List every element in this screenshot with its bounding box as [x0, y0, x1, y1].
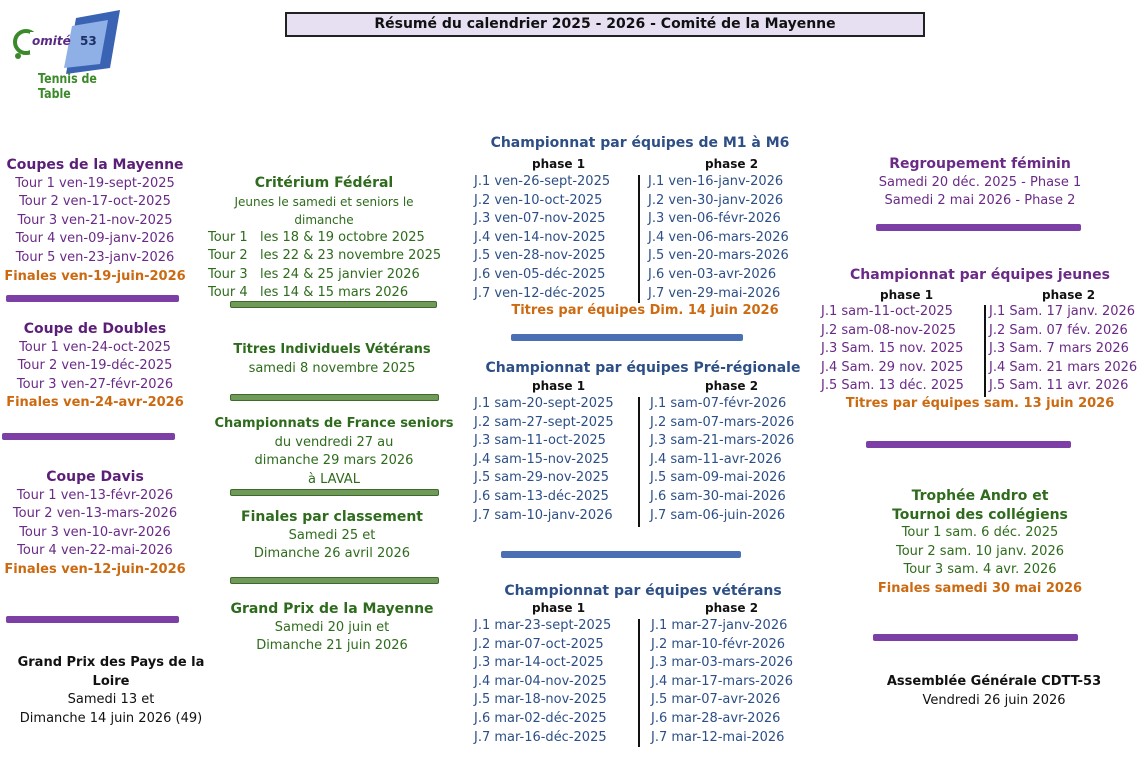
list-item: J.3 ven-07-nov-2025 — [474, 211, 606, 227]
text-line: Dimanche 21 juin 2026 — [256, 638, 408, 654]
gp-mayenne-title: Grand Prix de la Mayenne — [230, 601, 434, 617]
phase2-label: phase 2 — [705, 157, 759, 171]
champ-jeunes-title: Championnat par équipes jeunes — [850, 267, 1110, 283]
divider — [6, 616, 179, 623]
list-item: J.6 ven-05-déc-2025 — [474, 266, 606, 282]
coupe-doubles — [0, 320, 190, 413]
list-item: J.2 sam-07-mars-2026 — [650, 414, 795, 430]
phase2-label: phase 2 — [705, 379, 759, 393]
list-item: J.5 sam-29-nov-2025 — [474, 470, 610, 486]
list-item: J.4 sam-11-avr-2026 — [650, 451, 782, 467]
titres-veterans-title: Titres Individuels Vétérans — [233, 342, 431, 357]
phase2-list — [651, 617, 793, 747]
text-line: Vendredi 26 juin 2026 — [922, 692, 1066, 708]
divider — [230, 489, 439, 496]
tour-label: Tour 1 — [208, 229, 248, 245]
list-item: J.4 mar-04-nov-2025 — [474, 673, 607, 689]
text-line: samedi 8 novembre 2025 — [248, 360, 416, 376]
list-item: J.6 ven-03-avr-2026 — [648, 266, 777, 282]
phase1-label: phase 1 — [532, 379, 586, 393]
list-item: J.4 Sam. 29 nov. 2025 — [821, 359, 964, 375]
logo — [8, 8, 128, 102]
list-item: J.4 sam-15-nov-2025 — [474, 451, 610, 467]
list-item: Tour 2 ven-17-oct-2025 — [19, 194, 171, 210]
text-line: à LAVAL — [308, 471, 360, 487]
list-item — [204, 247, 444, 266]
finales: Finales samedi 30 mai 2026 — [877, 580, 1083, 596]
list-item: J.7 ven-12-déc-2025 — [474, 285, 606, 301]
list-item: J.2 sam-08-nov-2025 — [821, 322, 957, 338]
list-item: J.5 Sam. 13 déc. 2025 — [821, 378, 964, 394]
list-item: J.3 sam-21-mars-2026 — [650, 433, 795, 449]
list-item: J.5 ven-28-nov-2025 — [474, 248, 606, 264]
list-item: J.1 mar-27-janv-2026 — [651, 618, 788, 633]
list-item: J.1 Sam. 17 janv. 2026 — [989, 304, 1136, 319]
divider — [876, 224, 1081, 231]
trophee-title-2: Tournoi des collégiens — [892, 506, 1068, 523]
list-item: Tour 3 sam. 4 avr. 2026 — [903, 562, 1057, 578]
list-item: J.5 ven-20-mars-2026 — [648, 248, 789, 264]
page-title: Résumé du calendrier 2025 - 2026 - Comité de la Mayenne — [374, 16, 836, 32]
divider — [230, 301, 437, 308]
divider — [230, 394, 439, 401]
list-item: J.4 ven-14-nov-2025 — [474, 229, 606, 245]
champ-veterans-title: Championnat par équipes vétérans — [504, 583, 782, 599]
tour-label: Tour 4 — [208, 285, 248, 301]
logo-subtitle: Tennis de Table — [38, 72, 97, 102]
list-item: J.7 sam-10-janv-2026 — [474, 507, 613, 523]
list-item: J.3 Sam. 15 nov. 2025 — [821, 341, 964, 357]
coupe-davis — [0, 468, 190, 580]
phase2-label: phase 2 — [705, 601, 759, 615]
coupe-doubles-title: Coupe de Doubles — [23, 321, 167, 337]
list-item: Tour 5 ven-23-janv-2026 — [15, 249, 175, 265]
tour-date: les 18 & 19 octobre 2025 — [260, 229, 425, 245]
trophee-andro — [860, 487, 1100, 599]
logo-number: 53 — [80, 34, 97, 48]
list-item: J.2 ven-10-oct-2025 — [474, 192, 603, 208]
column-separator — [638, 175, 640, 303]
text-line: Samedi 20 juin et — [274, 619, 390, 635]
gp-mayenne — [212, 600, 452, 656]
list-item: J.5 mar-18-nov-2025 — [474, 692, 607, 708]
finales: Finales ven-19-juin-2026 — [4, 268, 186, 284]
list-item: J.1 ven-16-janv-2026 — [648, 174, 784, 189]
divider — [866, 441, 1071, 448]
list-item: J.2 ven-30-janv-2026 — [648, 192, 784, 208]
titres-equipes: Titres par équipes sam. 13 juin 2026 — [845, 396, 1115, 411]
coupes-mayenne — [0, 156, 190, 286]
column-separator — [638, 397, 640, 527]
list-item: Tour 1 ven-24-oct-2025 — [19, 339, 171, 355]
tour-label: Tour 3 — [208, 266, 248, 282]
list-item: Tour 3 ven-10-avr-2026 — [19, 524, 171, 540]
list-item: J.1 sam-11-oct-2025 — [821, 304, 953, 319]
divider — [6, 295, 179, 302]
regroupement — [860, 155, 1100, 211]
finales-classement — [212, 508, 452, 564]
phase2-list — [650, 395, 794, 525]
list-item: J.4 mar-17-mars-2026 — [651, 673, 793, 689]
list-item: J.1 sam-20-sept-2025 — [474, 396, 614, 411]
phase1-label: phase 1 — [880, 288, 934, 302]
text-line: Samedi 20 déc. 2025 - Phase 1 — [878, 174, 1082, 190]
divider — [230, 577, 439, 584]
column-separator — [984, 305, 986, 397]
list-item: J.1 ven-26-sept-2025 — [474, 174, 611, 189]
divider — [501, 551, 741, 558]
list-item: J.6 mar-02-déc-2025 — [474, 710, 607, 726]
cf-seniors — [212, 415, 456, 489]
titres-equipes: Titres par équipes Dim. 14 juin 2026 — [511, 303, 779, 318]
list-item: J.7 mar-16-déc-2025 — [474, 729, 607, 745]
list-item: J.2 sam-27-sept-2025 — [474, 414, 614, 430]
list-item: J.5 Sam. 11 avr. 2026 — [989, 378, 1129, 394]
list-item: J.4 Sam. 21 mars 2026 — [989, 359, 1138, 375]
list-item: J.4 ven-06-mars-2026 — [648, 229, 789, 245]
list-item: J.7 ven-29-mai-2026 — [648, 285, 781, 301]
gp-pays-loire-title: Grand Prix des Pays de la Loire — [17, 655, 205, 689]
phase2-list — [989, 303, 1137, 396]
list-item: Tour 1 sam. 6 déc. 2025 — [901, 525, 1059, 541]
list-item: J.3 mar-14-oct-2025 — [474, 655, 604, 671]
text-line: du vendredi 27 au — [274, 434, 394, 450]
tour-label: Tour 2 — [208, 248, 248, 264]
cf-seniors-title: Championnats de France seniors — [214, 416, 454, 431]
list-item: Tour 1 ven-19-sept-2025 — [15, 175, 175, 191]
list-item: Tour 4 ven-22-mai-2026 — [17, 543, 173, 559]
list-item: J.2 Sam. 07 fév. 2026 — [989, 322, 1128, 338]
list-item — [204, 229, 444, 248]
titres-veterans — [212, 341, 452, 378]
list-item: J.3 ven-06-févr-2026 — [648, 211, 781, 227]
list-item: J.1 sam-07-févr-2026 — [650, 396, 787, 411]
divider — [873, 634, 1078, 641]
text-line: Dimanche 14 juin 2026 (49) — [19, 710, 203, 726]
criterium-subtitle: Jeunes le samedi et seniors le dimanche — [234, 194, 414, 227]
list-item: Tour 3 ven-27-févr-2026 — [16, 376, 174, 392]
phase1-list — [821, 303, 964, 396]
phase2-label: phase 2 — [1042, 288, 1096, 302]
list-item: J.5 mar-07-avr-2026 — [651, 692, 781, 708]
tour-date: les 14 & 15 mars 2026 — [260, 285, 409, 301]
tour-date: les 24 & 25 janvier 2026 — [260, 266, 420, 282]
list-item: J.2 mar-07-oct-2025 — [474, 636, 604, 652]
coupes-mayenne-title: Coupes de la Mayenne — [6, 157, 184, 173]
list-item: J.7 sam-06-juin-2026 — [650, 507, 786, 523]
phase1-label: phase 1 — [532, 157, 586, 171]
list-item: Tour 4 ven-09-janv-2026 — [15, 231, 175, 247]
column-separator — [638, 619, 640, 747]
divider — [511, 334, 743, 341]
finales-classement-title: Finales par classement — [241, 509, 423, 525]
list-item: J.7 mar-12-mai-2026 — [651, 729, 785, 745]
assemblee-generale — [860, 673, 1128, 710]
list-item: J.3 Sam. 7 mars 2026 — [989, 341, 1129, 357]
text-line: Dimanche 26 avril 2026 — [253, 546, 411, 562]
text-line: dimanche 29 mars 2026 — [254, 453, 414, 469]
phase2-list — [648, 173, 789, 303]
text-line: Samedi 25 et — [288, 527, 376, 543]
ag-title: Assemblée Générale CDTT-53 — [886, 674, 1102, 689]
finales: Finales ven-24-avr-2026 — [6, 395, 184, 411]
phase1-label: phase 1 — [532, 601, 586, 615]
criterium — [204, 174, 444, 303]
criterium-title: Critérium Fédéral — [254, 175, 394, 191]
list-item: J.1 mar-23-sept-2025 — [474, 618, 612, 633]
list-item: Tour 2 ven-13-mars-2026 — [12, 506, 178, 522]
finales: Finales ven-12-juin-2026 — [4, 561, 186, 577]
list-item: J.6 sam-13-déc-2025 — [474, 488, 609, 504]
phase1-list — [474, 173, 610, 303]
text-line: Samedi 2 mai 2026 - Phase 2 — [884, 193, 1076, 209]
list-item: J.2 mar-10-févr-2026 — [651, 636, 785, 652]
phase1-list — [474, 395, 614, 525]
list-item: J.3 mar-03-mars-2026 — [651, 655, 793, 671]
phase1-list — [474, 617, 611, 747]
logo-word: omité — [32, 34, 71, 48]
tour-date: les 22 & 23 novembre 2025 — [260, 248, 442, 264]
text-line: Samedi 13 et — [67, 692, 155, 708]
title-box — [285, 12, 925, 37]
champ-preregionale-title: Championnat par équipes Pré-régionale — [485, 360, 801, 376]
list-item: Tour 2 ven-19-déc-2025 — [17, 358, 173, 374]
regroupement-title: Regroupement féminin — [889, 156, 1071, 172]
list-item: J.6 mar-28-avr-2026 — [651, 710, 781, 726]
list-item: J.5 sam-09-mai-2026 — [650, 470, 786, 486]
list-item: Tour 1 ven-13-févr-2026 — [16, 487, 174, 503]
champ-m1-m6-title: Championnat par équipes de M1 à M6 — [490, 135, 790, 151]
divider — [2, 433, 175, 440]
coupe-davis-title: Coupe Davis — [46, 469, 144, 485]
list-item: Tour 3 ven-21-nov-2025 — [17, 212, 173, 228]
list-item: J.6 sam-30-mai-2026 — [650, 488, 786, 504]
trophee-title-1: Trophée Andro et — [911, 488, 1049, 504]
list-item — [204, 266, 444, 285]
list-item: J.3 sam-11-oct-2025 — [474, 433, 606, 449]
gp-pays-loire — [0, 654, 222, 728]
list-item: Tour 2 sam. 10 janv. 2026 — [896, 543, 1064, 559]
